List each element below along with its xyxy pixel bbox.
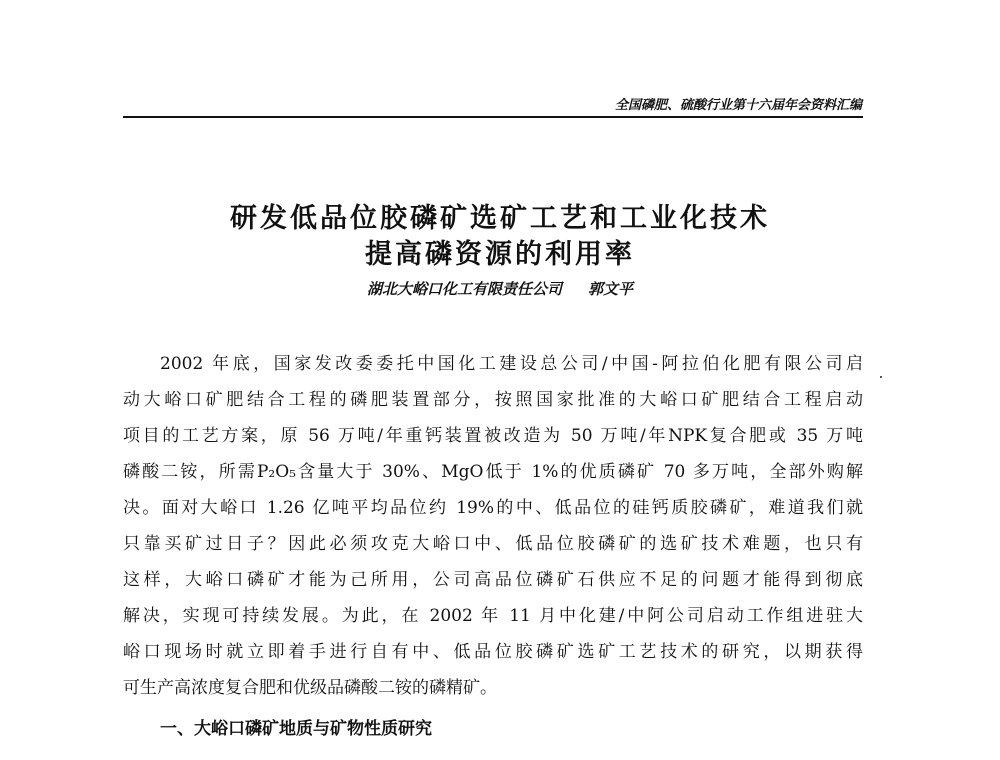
paragraph-line: 2002 年底，国家发改委委托中国化工建设总公司/中国-阿拉伯化肥有限公司启 xyxy=(160,354,863,374)
paragraph-line: 峪口现场时就立即着手进行自有中、低品位胶磷矿选矿工艺技术的研究，以期获得 xyxy=(123,642,863,662)
scan-speck xyxy=(880,376,882,378)
paragraph-line: 只靠买矿过日子？因此必须攻克大峪口中、低品位胶磷矿的选矿技术难题，也只有 xyxy=(123,534,863,554)
affiliation: 湖北大峪口化工有限责任公司 xyxy=(366,280,562,298)
paragraph-line: 磷酸二铵，所需P₂O₅含量大于 30%、MgO低于 1%的优质磷矿 70 多万吨，全部外购解 xyxy=(123,462,863,482)
paragraph-line: 决。面对大峪口 1.26 亿吨平均品位约 19%的中、低品位的硅钙质胶磷矿，难道我们就 xyxy=(123,498,863,518)
header-rule xyxy=(123,116,863,118)
paragraph-line: 这样，大峪口磷矿才能为己所用，公司高品位磷矿石供应不足的问题才能得到彻底 xyxy=(123,570,863,590)
running-header: 全国磷肥、硫酸行业第十六届年会资料汇编 xyxy=(614,98,862,113)
article-title-line-2: 提高磷资源的利用率 xyxy=(365,239,635,270)
paragraph-line: 动大峪口矿肥结合工程的磷肥装置部分，按照国家批准的大峪口矿肥结合工程启动 xyxy=(123,390,863,410)
paragraph-line: 项目的工艺方案，原 56 万吨/年重钙装置被改造为 50 万吨/年NPK复合肥或 35 万吨 xyxy=(123,426,863,446)
article-title-line-1: 研发低品位胶磷矿选矿工艺和工业化技术 xyxy=(230,203,770,234)
byline xyxy=(100,278,900,299)
paragraph-line: 可生产高浓度复合肥和优级品磷酸二铵的磷精矿。 xyxy=(123,678,497,698)
section-heading: 一、大峪口磷矿地质与矿物性质研究 xyxy=(160,719,432,739)
paragraph-line: 解决，实现可持续发展。为此，在 2002 年 11 月中化建/中阿公司启动工作组进驻大 xyxy=(123,606,863,626)
author-name: 郭文平 xyxy=(588,280,634,298)
